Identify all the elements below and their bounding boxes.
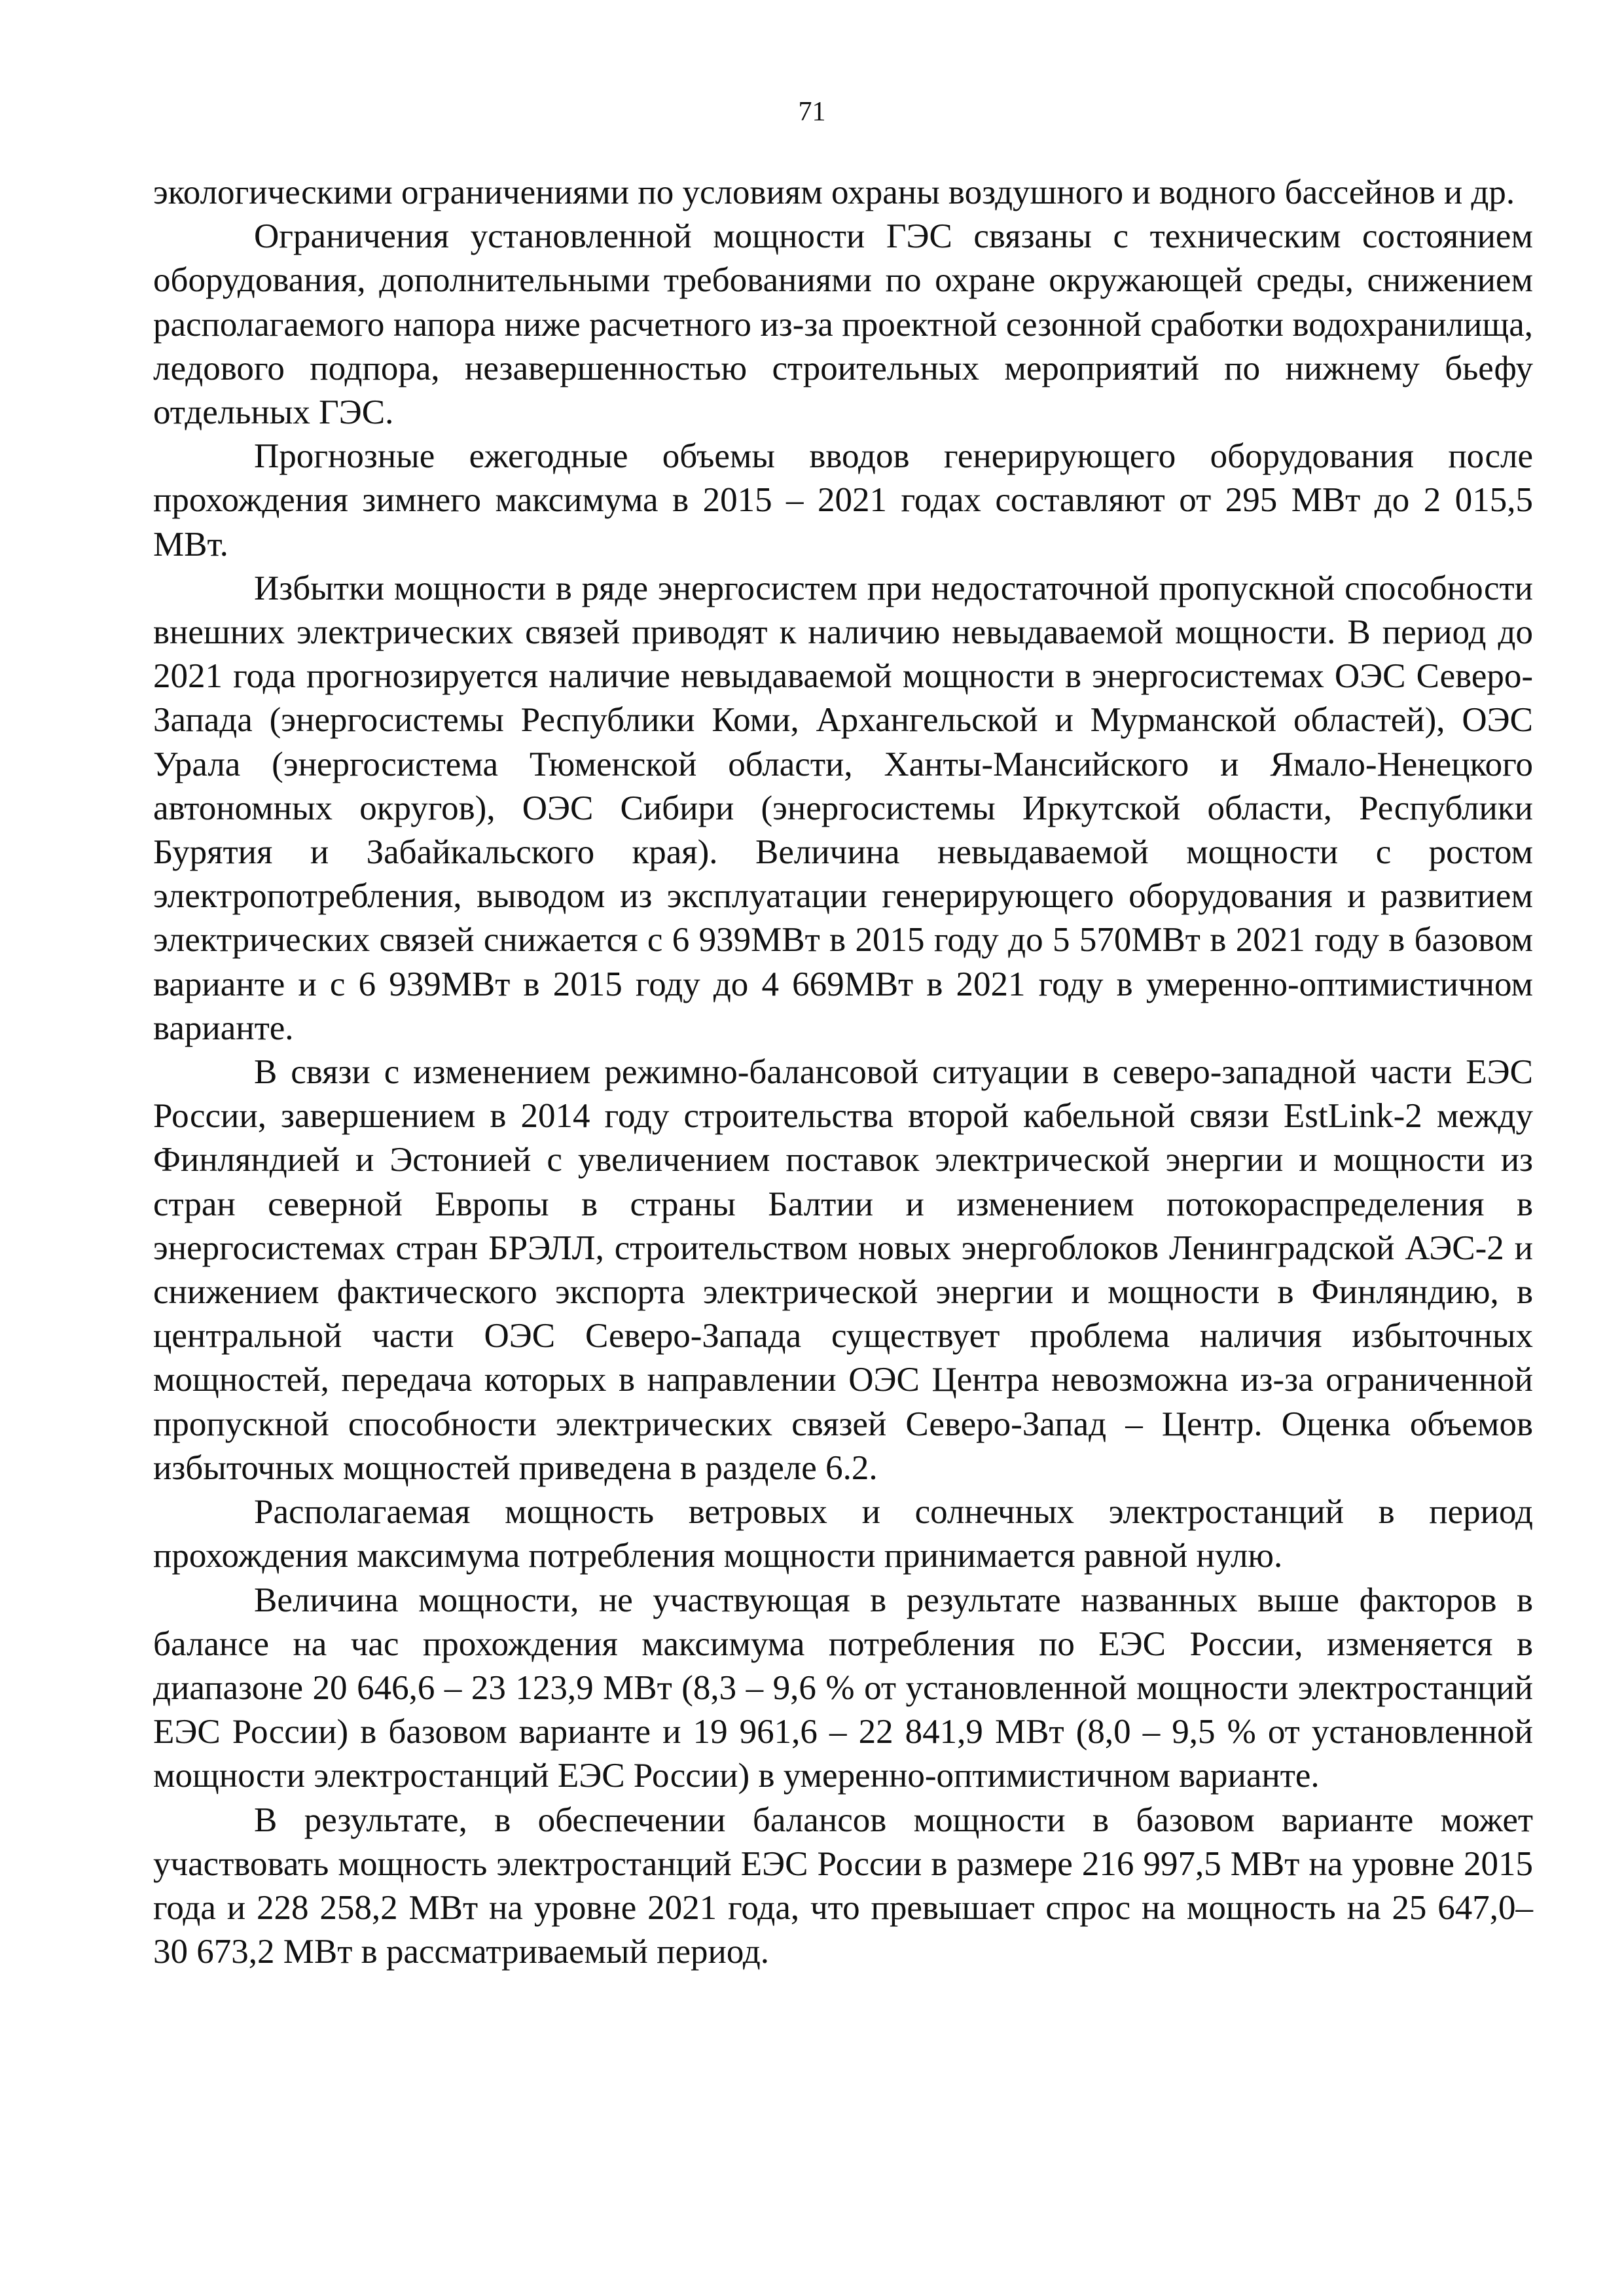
paragraph-northwest-surplus: В связи с изменением режимно-балансовой ситуации в северо-западной части ЕЭС России, завершением в 2014 году строительства второй кабельной связи EstLink-2 между Финляндией и Эстонией с увеличением поставок электрической энергии и мощности из стран северной Европы в страны Балтии и изменением потокораспределения в энергосистемах стран БРЭЛЛ, строительством новых энергоблоков Ленинградской АЭС-2 и снижением фактического экспорта электрической энергии и мощности в Финляндию, в центральной части ОЭС Северо-Запада существует проблема наличия избыточных мощностей, передача которых в направлении ОЭС Центра невозможна из-за ограниченной пропускной способности электрических связей Северо-Запад – Центр. Оценка объемов избыточных мощностей приведена в разделе 6.2. — [153, 1053, 1533, 1487]
page-number: 71 — [798, 97, 826, 127]
paragraph-continuation: экологическими ограничениями по условиям охраны воздушного и водного бассейнов и др. — [153, 173, 1515, 211]
paragraph-annual-commissioning: Прогнозные ежегодные объемы вводов генерирующего оборудования после прохождения зимнего максимума в 2015 – 2021 годах составляют от 295 МВт до 2 015,5 МВт. — [153, 437, 1533, 564]
paragraph-locked-capacity: Избытки мощности в ряде энергосистем при недостаточной пропускной способности внешних электрических связей приводят к наличию невыдаваемой мощности. В период до 2021 года прогнозируется наличие невыдаваемой мощности в энергосистемах ОЭС Северо-Запада (энергосистемы Республики Коми, Архангельской и Мурманской областей), ОЭС Урала (энергосистема Тюменской области, Ханты-Мансийского и Ямало-Ненецкого автономных округов), ОЭС Сибири (энергосистемы Иркутской области, Республики Бурятия и Забайкальского края). Величина невыдаваемой мощности с ростом электропотребления, выводом из эксплуатации генерирующего оборудования и развитием электрических связей снижается с 6 939МВт в 2015 году до 5 570МВт в 2021 году в базовом варианте и с 6 939МВт в 2015 году до 4 669МВт в 2021 году в умеренно-оптимистичном варианте. — [153, 569, 1533, 1047]
paragraph-hpp-capacity-limits: Ограничения установленной мощности ГЭС связаны с техническим состоянием оборудования, дополнительными требованиями по охране окружающей среды, снижением располагаемого напора ниже расчетного из-за проектной сезонной сработки водохранилища, ледового подпора, незавершенностью строительных мероприятий по нижнему бьефу отдельных ГЭС. — [153, 217, 1533, 432]
paragraph-balance-result: В результате, в обеспечении балансов мощности в базовом варианте может участвовать мощность электростанций ЕЭС России в размере 216 997,5 МВт на уровне 2015 года и 228 258,2 МВт на уровне 2021 года, что превышает спрос на мощность на 25 647,0– 30 673,2 МВт в рассматриваемый период. — [153, 1801, 1533, 1971]
paragraph-non-participating-capacity: Величина мощности, не участвующая в результате названных выше факторов в балансе на час прохождения максимума потребления по ЕЭС России, изменяется в диапазоне 20 646,6 – 23 123,9 МВт (8,3 – 9,6 % от установленной мощности электростанций ЕЭС России) в базовом варианте и 19 961,6 – 22 841,9 МВт (8,0 – 9,5 % от установленной мощности электростанций ЕЭС России) в умеренно-оптимистичном варианте. — [153, 1581, 1533, 1795]
document-body — [153, 171, 1533, 1974]
paragraph-wind-solar: Располагаемая мощность ветровых и солнечных электростанций в период прохождения максимума потребления мощности принимается равной нулю. — [153, 1493, 1533, 1575]
